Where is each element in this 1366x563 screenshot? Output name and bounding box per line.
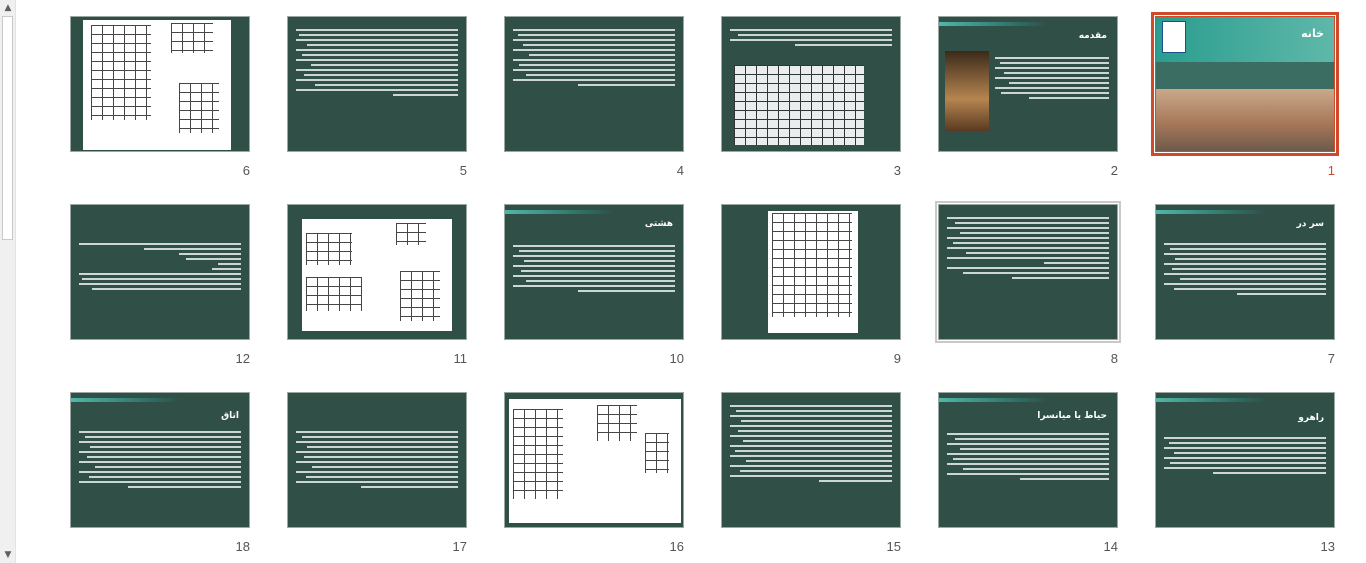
slide-body-text [1164,243,1326,329]
slide-body-text [513,29,675,141]
floor-plan-image [306,277,362,311]
slide-tile-6[interactable] [68,16,250,178]
slide-tile-1[interactable] [1153,16,1335,178]
slide-accent-band [71,398,181,402]
slide-sorter-grid [16,0,1366,563]
slide-title: راهرو [1298,413,1324,423]
floor-plan-image [396,223,426,245]
slide-thumbnail[interactable] [287,392,467,528]
courtyard-photo [1156,89,1334,151]
slide-body-text [513,245,675,329]
slide-number: 15 [886,539,901,554]
slide-number: 3 [893,163,901,178]
slide-tile-17[interactable] [285,392,467,554]
university-logo-icon [1162,21,1186,53]
slide-thumbnail[interactable] [938,16,1118,152]
slide-tile-8[interactable] [936,204,1118,366]
floor-plan-image [171,23,213,53]
slide-thumbnail[interactable] [70,16,250,152]
slide-body-text [79,243,241,329]
arch-photo [945,51,989,131]
slide-tile-13[interactable] [1153,392,1335,554]
slide-tile-3[interactable] [719,16,901,178]
slide-tile-15[interactable] [719,392,901,554]
urban-map-image [513,409,563,499]
slide-thumbnail[interactable] [721,16,901,152]
slide-body-text [730,29,892,49]
slide-title: مقدمه [1078,31,1107,41]
slide-number: 5 [459,163,467,178]
floor-plan-image [400,271,440,321]
slide-number: 2 [1110,163,1118,178]
slide-title: خانه [1301,27,1324,40]
scrollbar-thumb[interactable] [2,16,13,240]
slide-body-text [947,217,1109,329]
scroll-up-arrow-icon[interactable]: ▲ [4,3,12,13]
slide-body-text [1164,437,1326,517]
slide-thumbnail[interactable] [70,392,250,528]
slide-tile-14[interactable] [936,392,1118,554]
slide-number: 10 [669,351,684,366]
floor-plan-image [645,433,669,473]
slide-accent-band [505,210,615,214]
slide-tile-2[interactable] [936,16,1118,178]
floor-plan-image [772,213,852,317]
slide-body-text [79,431,241,517]
slide-title: هشتی [644,219,673,229]
slide-tile-5[interactable] [285,16,467,178]
slide-number: 8 [1110,351,1118,366]
slide-accent-band [1156,398,1266,402]
slide-thumbnail[interactable] [721,204,901,340]
slide-thumbnail[interactable] [504,392,684,528]
slide-number: 18 [235,539,250,554]
slide-tile-4[interactable] [502,16,684,178]
slide-number: 6 [242,163,250,178]
slide-tile-7[interactable] [1153,204,1335,366]
slide-number: 4 [676,163,684,178]
slide-tile-9[interactable] [719,204,901,366]
slide-accent-band [939,22,1049,26]
slide-title: سر در [1296,219,1324,229]
slide-thumbnail[interactable] [504,204,684,340]
floor-plan-image [91,25,151,120]
slide-number: 12 [235,351,250,366]
scroll-down-arrow-icon[interactable]: ▼ [4,550,12,560]
slide-title: حیاط یا میانسرا [1037,411,1107,421]
slide-number: 9 [893,351,901,366]
slide-tile-10[interactable] [502,204,684,366]
slide-tile-12[interactable] [68,204,250,366]
slide-number: 7 [1327,351,1335,366]
slide-number: 17 [452,539,467,554]
slide-thumbnail[interactable] [1155,204,1335,340]
slide-title: اتاق [221,411,239,421]
floor-plan-image [306,233,352,265]
slide-thumbnail[interactable] [938,204,1118,340]
floor-plan-image [734,65,864,145]
slide-number: 11 [453,351,467,366]
slide-thumbnail[interactable] [504,16,684,152]
slide-thumbnail[interactable] [1155,392,1335,528]
slide-body-text [947,433,1109,517]
slide-body-text [995,57,1109,141]
slide-accent-band [1156,210,1266,214]
slide-tile-18[interactable] [68,392,250,554]
slide-thumbnail[interactable] [70,204,250,340]
slide-tile-16[interactable] [502,392,684,554]
slide-thumbnail[interactable] [287,16,467,152]
slide-number: 13 [1320,539,1335,554]
slide-thumbnail[interactable] [1155,16,1335,152]
slide-thumbnail[interactable] [721,392,901,528]
slide-body-text [296,29,458,141]
slide-body-text [730,405,892,517]
slide-number: 14 [1103,539,1118,554]
slide-thumbnail[interactable] [938,392,1118,528]
slide-thumbnail[interactable] [287,204,467,340]
slide-accent-band [939,398,1049,402]
slide-tile-11[interactable] [285,204,467,366]
slide-body-text [296,431,458,517]
slide-number: 16 [669,539,684,554]
floor-plan-image [597,405,637,441]
slide-number: 1 [1327,163,1335,178]
floor-plan-image [179,83,219,133]
vertical-scrollbar[interactable] [0,0,16,563]
